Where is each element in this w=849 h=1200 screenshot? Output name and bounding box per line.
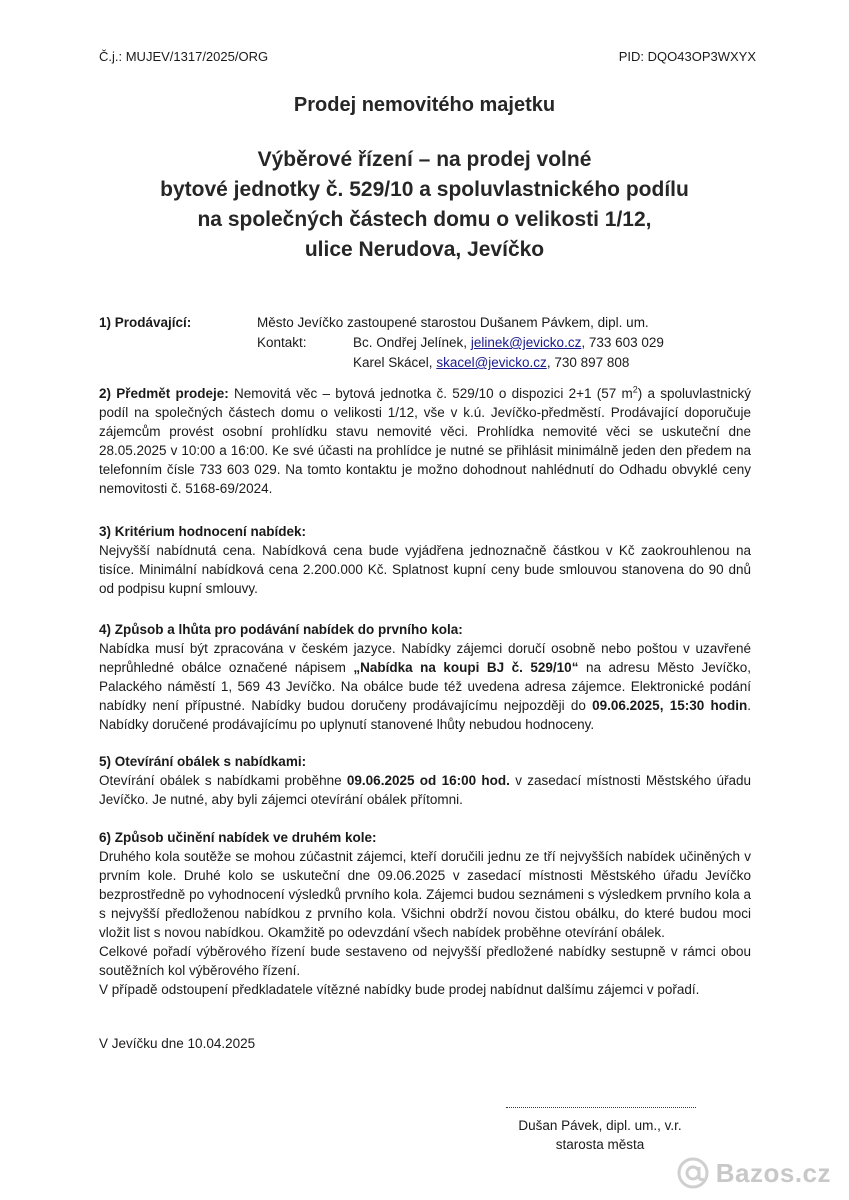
section-text: Druhého kola soutěže se mohou zúčastnit zájemci, kteří doručili jednu ze tří nejvyšších nabídek učiněných v prvním kole. Druhé kolo se uskuteční dne 09.06.2025 v zasedací místnosti Městského úřadu Jevíčko bezprostředně po vyhodnocení výsledků prvního kola. Zájemci budou seznámeni s výsledkem prvního kola a s nejvyšší předloženou nabídkou z prvního kola. Všichni obdrží novou čistou obálku, do které budou moci vložit list s novou nabídkou. Okamžitě po odevzdání všech nabídek proběhne otevírání obálek. bbox=[99, 849, 751, 940]
date-line: V Jevíčku dne 10.04.2025 bbox=[99, 1036, 256, 1051]
section-submission bbox=[99, 620, 751, 734]
signatory-name: Dušan Pávek, dipl. um., v.r. bbox=[518, 1118, 682, 1133]
text-run: . Nabídky doručené prodávajícímu po uplynutí stanovené lhůty nebudou hodnoceny. bbox=[99, 698, 751, 732]
section-heading: 4) Způsob a lhůta pro podávání nabídek do prvního kola: bbox=[99, 622, 463, 637]
email-link-skacel[interactable]: skacel@jevicko.cz bbox=[436, 355, 547, 370]
text-run: ) a spoluvlastnický podíl na společných částech domu o velikosti 1/12, vše v k.ú. Jevíčko-předměstí. Prodávající doporučuje zájemcům provést osobní prohlídku stavu nemovité věci. Prohlídka nemovité věci se uskuteční dne 28.05.2025 v 10:00 a 16:00. Ke své účasti na prohlídce je nutné se přihlásit minimálně jeden den předem na telefonním čísle 733 603 029. Na tomto kontaktu je možno dohodnout nahlédnutí do Odhadu obvyklé ceny nemovitosti č. 5168-69/2024. bbox=[99, 386, 752, 496]
document-title: Prodej nemovitého majetku bbox=[293, 94, 556, 116]
text-run-bold: „Nabídka na koupi BJ č. 529/10“ bbox=[353, 660, 579, 675]
pid-code: PID: DQO43OP3WXYX bbox=[618, 49, 756, 64]
watermark-text: Bazos.cz bbox=[715, 1157, 831, 1188]
signature-line bbox=[506, 1097, 696, 1108]
contact-line-2 bbox=[353, 353, 629, 372]
contact-phone: , 733 603 029 bbox=[581, 335, 664, 350]
subtitle-line: bytové jednotky č. 529/10 a spoluvlastnického podílu bbox=[160, 178, 689, 201]
signature-block bbox=[470, 1116, 730, 1154]
text-run: na adresu Město Jevíčko, Palackého náměstí 1, 569 43 Jevíčko. Na obálce bude též uvedena adresa zájemce. Elektronické podání nabídky není přípustné. Nabídky budou doručeny prodávajícímu nejpozději do bbox=[99, 660, 751, 713]
watermark bbox=[676, 1156, 831, 1190]
contact-label: Kontakt: bbox=[257, 335, 307, 350]
opening-time: 09.06.2025 od 16:00 hod. bbox=[346, 773, 510, 788]
section-heading: 6) Způsob učinění nabídek ve druhém kole: bbox=[99, 830, 377, 845]
contact-line-1 bbox=[257, 333, 664, 352]
section-heading: 3) Kritérium hodnocení nabídek: bbox=[99, 524, 307, 539]
section-subject bbox=[99, 384, 751, 498]
section-opening bbox=[99, 752, 751, 809]
reference-number: Č.j.: MUJEV/1317/2025/ORG bbox=[99, 49, 269, 64]
section-heading: 1) Prodávající: bbox=[99, 315, 192, 330]
document-subtitle bbox=[0, 145, 849, 265]
text-run: Nemovitá věc – bytová jednotka č. 529/10 o dispozici 2+1 (57 m bbox=[228, 386, 633, 401]
contact-name: Karel Skácel, bbox=[353, 355, 433, 370]
signatory-role: starosta města bbox=[555, 1137, 645, 1152]
section-criteria bbox=[99, 522, 751, 598]
contact-name: Bc. Ondřej Jelínek, bbox=[353, 335, 468, 350]
section-text: Celkové pořadí výběrového řízení bude sestaveno od nejvyšší předložené nabídky sestupně v rámci obou soutěžních kol výběrového řízení. bbox=[99, 944, 751, 978]
at-sign-icon bbox=[676, 1156, 710, 1190]
seller-name: Město Jevíčko zastoupené starostou Dušanem Pávkem, dipl. um. bbox=[257, 315, 649, 330]
section-text: Nejvyšší nabídnutá cena. Nabídková cena bude vyjádřena jednoznačně částkou v Kč zaokrouhlenou na tisíce. Minimální nabídková cena 2.200.000 Kč. Splatnost kupní ceny bude smlouvou stanovena do 90 dnů od podpisu kupní smlouvy. bbox=[99, 543, 751, 596]
section-text bbox=[99, 771, 751, 809]
email-link-jelinek[interactable]: jelinek@jevicko.cz bbox=[470, 335, 582, 350]
section-heading: 5) Otevírání obálek s nabídkami: bbox=[99, 754, 307, 769]
subtitle-line: na společných částech domu o velikosti 1/12, bbox=[197, 208, 652, 231]
section-second-round bbox=[99, 828, 751, 999]
text-run: Otevírání obálek s nabídkami proběhne bbox=[99, 773, 347, 788]
section-text bbox=[99, 384, 751, 498]
deadline: 09.06.2025, 15:30 hodin bbox=[592, 698, 748, 713]
text-run: v zasedací místnosti Městského úřadu Jevíčko. Je nutné, aby byli zájemci otevírání obálek přítomni. bbox=[99, 773, 751, 807]
superscript: 2 bbox=[632, 384, 638, 395]
text-run: Nabídka musí být zpracována v českém jazyce. Nabídky zájemci doručí osobně nebo poštou v uzavřené neprůhledné obálce označené nápisem bbox=[99, 641, 751, 675]
subtitle-line: Výběrové řízení – na prodej volné bbox=[257, 148, 592, 171]
section-text: V případě odstoupení předkladatele vítězné nabídky bude prodej nabídnut dalšímu zájemci v pořadí. bbox=[99, 982, 700, 997]
section-heading: 2) Předmět prodeje: bbox=[99, 386, 229, 401]
subtitle-line: ulice Nerudova, Jevíčko bbox=[304, 238, 545, 261]
contact-phone: , 730 897 808 bbox=[546, 355, 630, 370]
section-text bbox=[99, 639, 751, 734]
